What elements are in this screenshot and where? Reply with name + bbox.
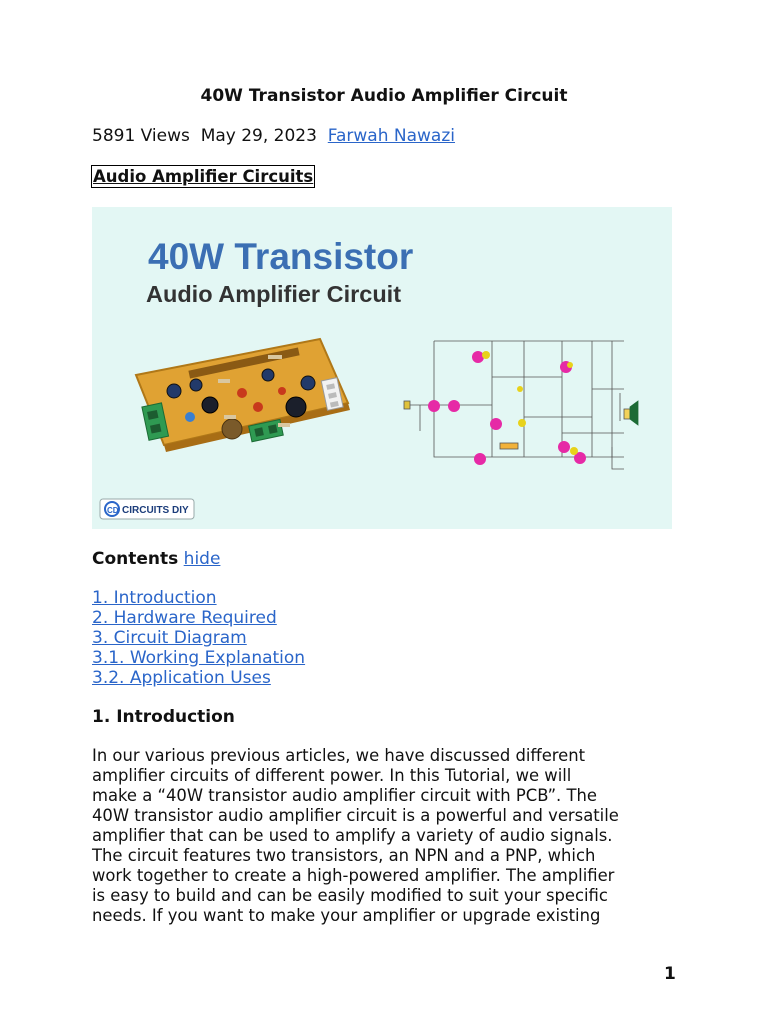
author-link[interactable]: Farwah Nawazi [327, 126, 455, 146]
toc-link-application-uses[interactable]: 3.2. Application Uses [92, 668, 271, 688]
section-heading-introduction: 1. Introduction [92, 707, 235, 727]
svg-text:CD: CD [107, 506, 119, 515]
paragraph-line: needs. If you want to make your amplifier or upgrade existing [92, 906, 601, 925]
table-of-contents [92, 588, 305, 688]
article-meta [92, 126, 455, 146]
contents-hide-toggle[interactable]: hide [183, 549, 221, 569]
toc-item [92, 588, 305, 608]
paragraph-line: amplifier that can be used to amplify a variety of audio signals. [92, 826, 613, 845]
svg-text:CIRCUITS DIY: CIRCUITS DIY [122, 505, 189, 516]
publish-date: May 29, 2023 [200, 126, 317, 146]
introduction-paragraph [92, 746, 682, 926]
banner-headline: 40W Transistor [148, 236, 414, 277]
toc-item [92, 648, 305, 668]
circuits-diy-logo [100, 499, 194, 519]
view-count: 5891 Views [92, 126, 190, 146]
paragraph-line: 40W transistor audio amplifier circuit is a powerful and versatile [92, 806, 619, 825]
toc-link-introduction[interactable]: 1. Introduction [92, 588, 217, 608]
paragraph-line: make a “40W transistor audio amplifier circuit with PCB”. The [92, 786, 597, 805]
paragraph-line: is easy to build and can be easily modified to suit your specific [92, 886, 608, 905]
contents-header [92, 549, 220, 569]
toc-item [92, 668, 305, 688]
toc-item [92, 628, 305, 648]
category-link[interactable]: Audio Amplifier Circuits [93, 167, 314, 186]
banner-subheadline: Audio Amplifier Circuit [146, 281, 402, 307]
toc-link-working-explanation[interactable]: 3.1. Working Explanation [92, 648, 306, 668]
paragraph-line: In our various previous articles, we have discussed different [92, 746, 586, 765]
toc-link-circuit-diagram[interactable]: 3. Circuit Diagram [92, 628, 247, 648]
contents-label: Contents [92, 549, 179, 569]
featured-image [92, 207, 672, 529]
toc-item [92, 608, 305, 628]
paragraph-line: The circuit features two transistors, an NPN and a PNP, which [92, 846, 596, 865]
paragraph-line: work together to create a high-powered amplifier. The amplifier [92, 866, 615, 885]
page-title: 40W Transistor Audio Amplifier Circuit [200, 86, 568, 106]
paragraph-line: amplifier circuits of different power. In this Tutorial, we will [92, 766, 572, 785]
page-number: 1 [664, 964, 676, 984]
toc-link-hardware-required[interactable]: 2. Hardware Required [92, 608, 277, 628]
